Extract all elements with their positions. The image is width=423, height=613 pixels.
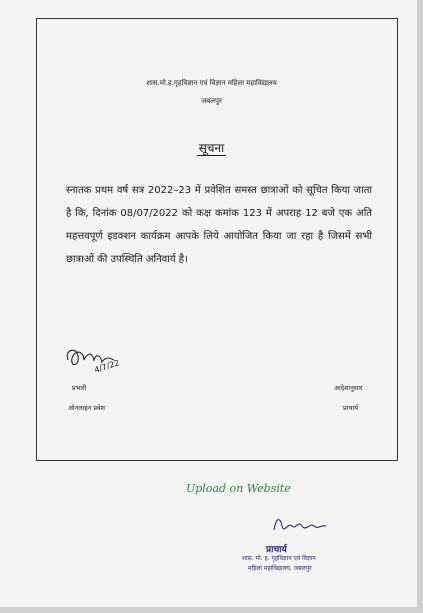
college-name: शास.मो.ह.गृहविज्ञान एवं विज्ञान महिला महाविद्यालय: [146, 79, 277, 87]
right-sign-line: आदेशानुसार: [334, 384, 363, 392]
left-signature: [60, 340, 140, 380]
notice-body: स्नातक प्रथम वर्ष सत्र 2022–23 में प्रवेशित समस्त छात्राओं को सूचित किया जाता है कि, दिनांक 08/07/2022 को कक्ष कमांक 123 में अपराह 12 बजे एक अति महत्तवपूर्ण इडक्शन कार्यक्रम आपके लिये आयोजित किया जा रहा है जिसमें सभी छात्राओं की उपस्थिति अनिवार्य है।: [66, 185, 372, 265]
principal-seal-title: प्राचार्य: [266, 545, 287, 555]
upload-note: Upload on Website: [186, 482, 291, 495]
left-sign-title: प्रभारी: [72, 384, 87, 392]
right-sign-title: प्राचार्य: [343, 404, 358, 412]
left-sign-department: ऑनलाइन प्रवेश: [68, 404, 105, 412]
notice-heading-text: सूचना: [198, 141, 225, 155]
city-name: जबलपुर: [201, 97, 222, 105]
scan-edge: [0, 607, 423, 613]
scan-edge: [417, 0, 423, 613]
signature-date: 4/7/22: [93, 358, 121, 375]
seal-line-1: शास. मो. ह. गृहविज्ञान एवं विज्ञान: [242, 555, 316, 562]
seal-line-2: महिला महाविद्यालय, जबलपुर: [248, 565, 312, 572]
principal-signature: [270, 512, 330, 538]
notice-heading: [0, 139, 423, 156]
